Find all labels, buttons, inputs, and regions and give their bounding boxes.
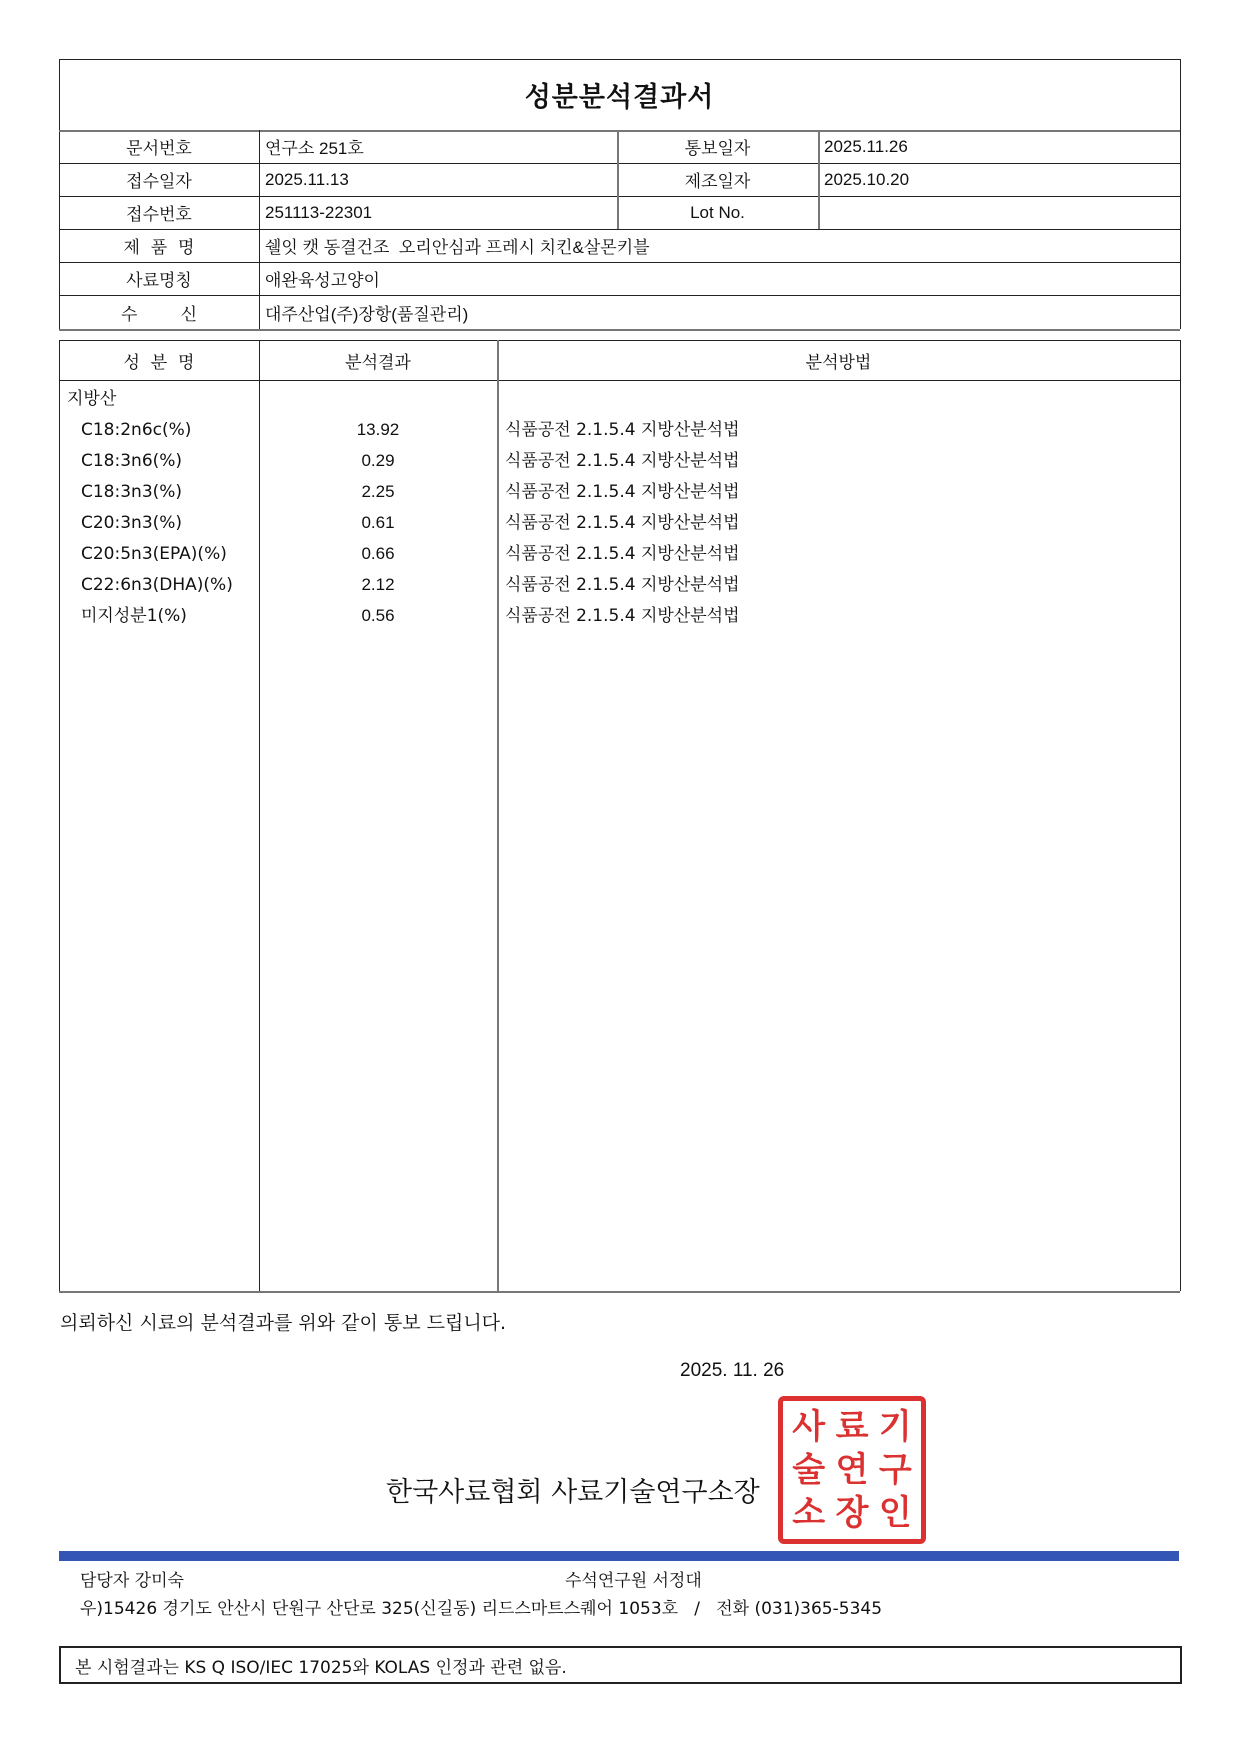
doc-no-label: 문서번호 bbox=[126, 139, 192, 159]
result-value: 0.56 bbox=[361, 606, 395, 625]
disclaimer-text: 본 시험결과는 KS Q ISO/IEC 17025와 KOLAS 인정과 관련 없음. bbox=[75, 1657, 567, 1678]
seal-char: 사 bbox=[792, 1406, 826, 1447]
border bbox=[59, 340, 60, 1291]
manufacture-date-value: 2025.10.20 bbox=[824, 169, 910, 189]
lot-no-label: Lot No. bbox=[690, 202, 745, 222]
border bbox=[497, 340, 499, 1291]
component-name: C20:5n3(EPA)(%) bbox=[81, 544, 227, 564]
method-text: 식품공전 2.1.5.4 지방산분석법 bbox=[505, 575, 740, 595]
manufacture-date-label: 제조일자 bbox=[684, 172, 751, 192]
result-value: 13.92 bbox=[356, 420, 400, 439]
header-component: 성 분 명 bbox=[123, 352, 195, 373]
seal-char: 인 bbox=[878, 1493, 912, 1534]
receipt-no-label: 접수번호 bbox=[126, 205, 192, 225]
group-label: 지방산 bbox=[67, 389, 117, 409]
seal-char: 기 bbox=[878, 1406, 912, 1447]
component-name: C20:3n3(%) bbox=[81, 513, 183, 533]
doc-no-value: 연구소 251호 bbox=[265, 139, 364, 158]
recipient-value: 대주산업(주)장항(품질관리) bbox=[265, 304, 469, 324]
disclaimer-box bbox=[59, 1646, 1182, 1684]
issue-date: 2025. 11. 26 bbox=[680, 1360, 785, 1381]
notice-date-label: 통보일자 bbox=[684, 139, 751, 159]
product-name-label: 제 품 명 bbox=[123, 238, 195, 258]
result-value: 2.25 bbox=[361, 482, 395, 501]
recipient-label: 수 신 bbox=[120, 304, 198, 325]
method-text: 식품공전 2.1.5.4 지방산분석법 bbox=[505, 544, 740, 564]
component-name: C18:3n3(%) bbox=[81, 482, 183, 502]
chief-researcher: 수석연구원 서정대 bbox=[565, 1571, 702, 1591]
product-name-value: 쉘잇 캣 동결건조 오리안심과 프레시 치킨&살몬키블 bbox=[265, 238, 650, 257]
header-result: 분석결과 bbox=[345, 352, 411, 373]
border bbox=[1180, 340, 1181, 1291]
border bbox=[59, 380, 1180, 381]
manager-name: 담당자 강미숙 bbox=[80, 1571, 184, 1591]
issuer-name: 한국사료협회 사료기술연구소장 bbox=[386, 1477, 760, 1508]
page-title: 성분분석결과서 bbox=[524, 82, 715, 113]
feed-name-value: 애완육성고양이 bbox=[265, 271, 380, 290]
border bbox=[1180, 59, 1181, 329]
method-text: 식품공전 2.1.5.4 지방산분석법 bbox=[505, 482, 740, 502]
border bbox=[59, 329, 1180, 331]
lot-no-value bbox=[818, 196, 1180, 229]
result-value: 0.61 bbox=[361, 513, 395, 532]
official-seal-icon bbox=[778, 1396, 926, 1544]
component-name: C22:6n3(DHA)(%) bbox=[81, 575, 233, 595]
address-line: 우)15426 경기도 안산시 단원구 산단로 325(신길동) 리드스마트스퀘어 1053호 / 전화 (031)365-5345 bbox=[80, 1599, 883, 1619]
seal-char: 구 bbox=[878, 1449, 912, 1490]
notice-text: 의뢰하신 시료의 분석결과를 위와 같이 통보 드립니다. bbox=[60, 1312, 507, 1334]
seal-char: 료 bbox=[835, 1406, 869, 1447]
feed-name-label: 사료명칭 bbox=[126, 271, 192, 291]
method-text: 식품공전 2.1.5.4 지방산분석법 bbox=[505, 451, 740, 471]
seal-char: 장 bbox=[835, 1493, 869, 1534]
seal-char: 연 bbox=[835, 1449, 869, 1490]
border bbox=[59, 1291, 1180, 1293]
component-name: 미지성분1(%) bbox=[81, 606, 187, 626]
seal-char: 술 bbox=[792, 1449, 826, 1490]
receipt-no-value: 251113-22301 bbox=[265, 202, 373, 222]
result-value: 0.66 bbox=[361, 544, 395, 563]
method-text: 식품공전 2.1.5.4 지방산분석법 bbox=[505, 606, 740, 626]
component-name: C18:2n6c(%) bbox=[81, 420, 192, 440]
header-method: 분석방법 bbox=[805, 352, 872, 373]
component-name: C18:3n6(%) bbox=[81, 451, 183, 471]
result-value: 0.29 bbox=[361, 451, 395, 470]
seal-char: 소 bbox=[792, 1493, 826, 1534]
notice-date-value: 2025.11.26 bbox=[824, 136, 908, 156]
receipt-date-label: 접수일자 bbox=[126, 172, 192, 192]
method-text: 식품공전 2.1.5.4 지방산분석법 bbox=[505, 420, 740, 440]
receipt-date-value: 2025.11.13 bbox=[265, 169, 349, 189]
method-text: 식품공전 2.1.5.4 지방산분석법 bbox=[505, 513, 740, 533]
result-value: 2.12 bbox=[361, 575, 395, 594]
footer-divider-bar bbox=[59, 1551, 1179, 1561]
